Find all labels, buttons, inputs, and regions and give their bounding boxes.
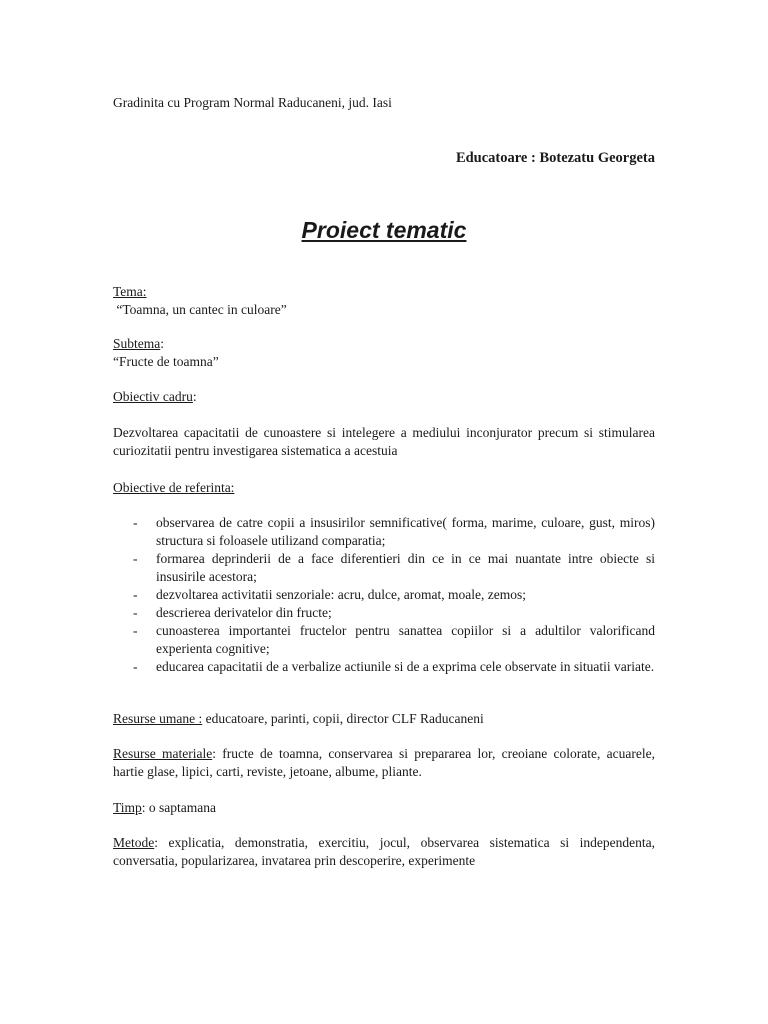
metode-text: : explicatia, demonstratia, exercitiu, jocul, observarea sistematica si independenta, conversatia, popularizarea, invatarea prin descoperire, experimente [113,835,655,868]
dash-bullet: - [133,605,138,620]
resurse-materiale-text: : fructe de toamna, conservarea si prepararea lor, creoiane colorate, acuarele, hartie glase, lipici, carti, reviste, jetoane, albume, pliante. [113,746,655,779]
resurse-umane-label: Resurse umane : [113,711,203,726]
document-title: Proiect tematic [301,217,467,243]
dash-bullet: - [133,587,138,602]
school-name: Gradinita cu Program Normal Raducaneni, jud. Iasi [113,95,392,110]
tema-label: Tema: [113,284,147,299]
list-item [113,586,655,604]
dash-bullet: - [133,623,138,638]
metode-section [113,834,655,870]
list-item [113,622,655,658]
obiective-referinta-label: Obiective de referinta: [113,480,235,495]
tema-section [113,283,655,319]
obiective-referinta-heading [113,479,655,497]
resurse-umane-text: educatoare, parinti, copii, director CLF Raducaneni [202,711,484,726]
subtema-value: “Fructe de toamna” [113,354,219,369]
list-item-text: formarea deprinderii de a face diferentieri din ce in ce mai nuantate intre obiecte si insusirile acestora; [156,551,655,584]
timp-text: : o saptamana [141,800,217,815]
list-item-text: cunoasterea importantei fructelor pentru sanattea copiilor si a adultilor valorificand experienta cognitive; [156,623,655,656]
timp-section [113,799,655,817]
obiectiv-cadru-label: Obiectiv cadru [113,389,193,404]
resurse-materiale-section [113,745,655,781]
list-item [113,604,655,622]
list-item [113,658,655,676]
obiectiv-cadru-text: Dezvoltarea capacitatii de cunoastere si intelegere a mediului inconjurator precum si stimularea curiozitatii pentru investigarea sistematica a acestuia [113,425,655,458]
dash-bullet: - [133,515,138,530]
list-item [113,550,655,586]
dash-bullet: - [133,659,138,674]
resurse-umane-section [113,710,655,728]
list-item-text: educarea capacitatii de a verbalize actiunile si de a exprima cele observate in situatii variate. [156,659,655,674]
metode-label: Metode [113,835,155,850]
subtema-section [113,335,655,371]
list-item [113,514,655,550]
list-item-text: observarea de catre copii a insusirilor semnificative( forma, marime, culoare, gust, miros) structura si foloasele utilizand comparatia; [156,515,655,548]
list-item-text: dezvoltarea activitatii senzoriale: acru, dulce, aromat, moale, zemos; [156,587,526,602]
obiective-referinta-list [113,514,655,676]
tema-value: “Toamna, un cantec in culoare” [113,302,287,317]
obiectiv-cadru-colon: : [192,389,197,404]
timp-label: Timp [113,800,142,815]
list-item-text: descrierea derivatelor din fructe; [156,605,332,620]
resurse-materiale-label: Resurse materiale [113,746,213,761]
teacher-name: Educatoare : Botezatu Georgeta [455,150,655,166]
dash-bullet: - [133,551,138,566]
subtema-label: Subtema [113,336,161,351]
obiectiv-cadru-heading [113,388,655,406]
subtema-colon: : [160,336,165,351]
